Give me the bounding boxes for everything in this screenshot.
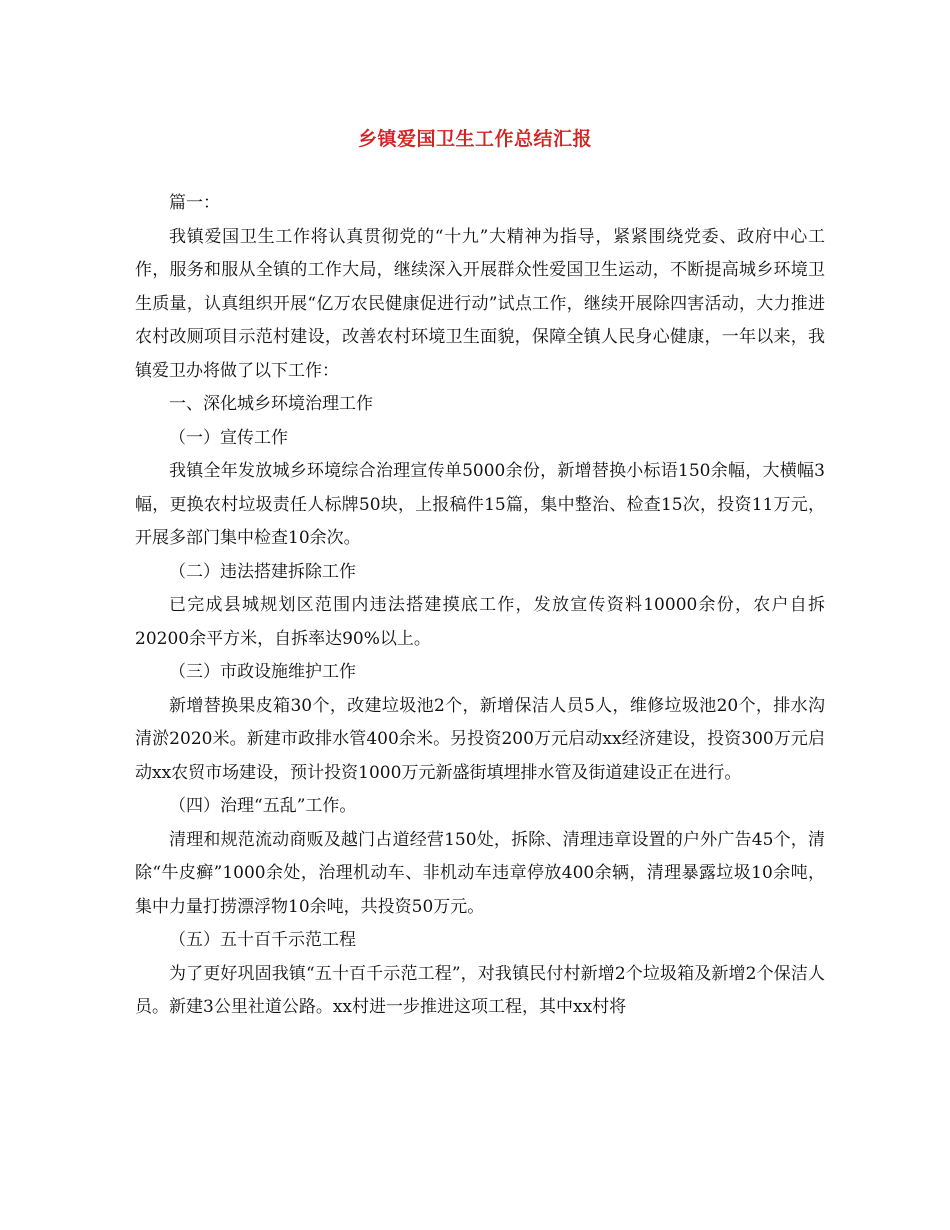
document-title: 乡镇爱国卫生工作总结汇报	[357, 128, 592, 150]
section-label: 篇一：	[169, 193, 220, 213]
subsection-heading-2: （二）违法搭建拆除工作	[169, 561, 356, 582]
paragraph-publicity: 我镇全年发放城乡环境综合治理宣传单5000余份，新增替换小标语150余幅，大横幅3幅，更换农村垃圾责任人标牌50块，上报稿件15篇，集中整治、检查15次，投资11万元，开展多部门集中检查10余次。	[135, 461, 825, 548]
subsection-heading-1: （一）宣传工作	[169, 427, 288, 448]
paragraph-municipal: 新增替换果皮箱30个，改建垃圾池2个，新增保洁人员5人，维修垃圾池20个，排水沟清淤2020米。新建市政排水管400余米。另投资200万元启动xx经济建设，投资300万元启动xx农贸市场建设，预计投资1000万元新盛街填埋排水管及街道建设正在进行。	[135, 695, 825, 783]
paragraph-demolition: 已完成县城规划区范围内违法搭建摸底工作，发放宣传资料10000余份，农户自拆20200余平方米，自拆率达90%以上。	[135, 595, 825, 649]
paragraph-demo-project: 为了更好巩固我镇“五十百千示范工程”，对我镇民付村新增2个垃圾箱及新增2个保洁人员。新建3公里社道公路。xx村进一步推进这项工程，其中xx村将	[135, 963, 825, 1017]
subsection-heading-3: （三）市政设施维护工作	[169, 662, 356, 682]
subsection-heading-5: （五）五十百千示范工程	[169, 930, 356, 950]
document-body	[135, 187, 825, 1025]
section-heading-1: 一、深化城乡环境治理工作	[169, 394, 373, 414]
paragraph-five-chaos: 清理和规范流动商贩及越门占道经营150处，拆除、清理违章设置的户外广告45个，清除“牛皮癣”1000余处，治理机动车、非机动车违章停放400余辆，清理暴露垃圾10余吨，集中力量打捞漂浮物10余吨，共投资50万元。	[135, 829, 825, 917]
intro-paragraph: 我镇爱国卫生工作将认真贯彻党的“十九”大精神为指导，紧紧围绕党委、政府中心工作，服务和服从全镇的工作大局，继续深入开展群众性爱国卫生运动，不断提高城乡环境卫生质量，认真组织开展“亿万农民健康促进行动”试点工作，继续开展除四害活动，大力推进农村改厕项目示范村建设，改善农村环境卫生面貌，保障全镇人民身心健康，一年以来，我镇爱卫办将做了以下工作：	[135, 226, 825, 381]
subsection-heading-4: （四）治理“五乱”工作。	[169, 796, 357, 816]
